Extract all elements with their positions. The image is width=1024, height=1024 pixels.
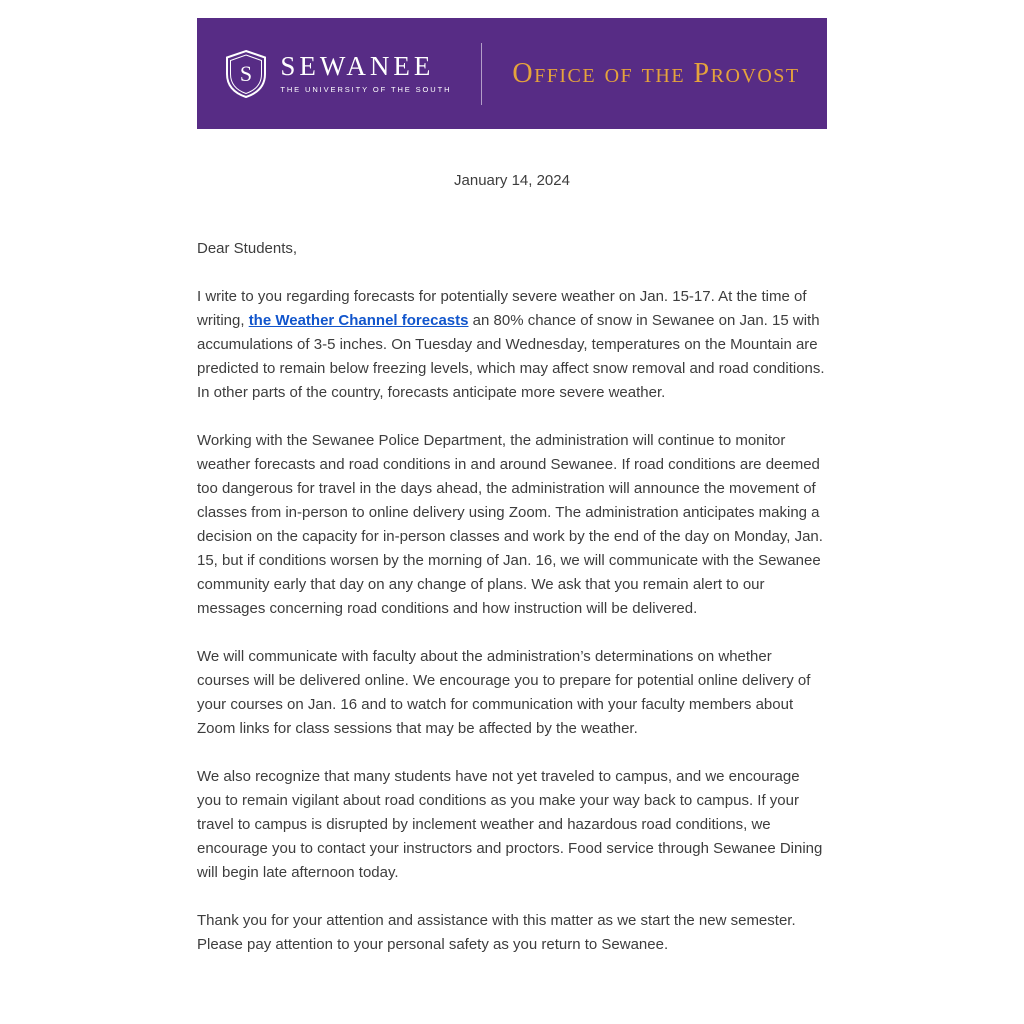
header-banner	[197, 18, 827, 129]
paragraph-3: We will communicate with faculty about the administration’s determinations on whether courses will be delivered online. We encourage you to prepare for potential online delivery of your courses on Jan. 16 and to watch for communication with your faculty members about Zoom links for class sessions that may be affected by the weather.	[197, 648, 811, 737]
paragraph-1	[197, 285, 827, 405]
greeting: Dear Students,	[197, 240, 298, 257]
paragraph-5: Thank you for your attention and assistance with this matter as we start the new semester. Please pay attention to your personal safety as you return to Sewanee.	[197, 912, 796, 953]
brand-name: SEWANEE	[280, 51, 435, 81]
weather-channel-link[interactable]: the Weather Channel forecasts	[248, 312, 469, 329]
letter-date: January 14, 2024	[454, 172, 570, 189]
brand-tagline: THE UNIVERSITY OF THE SOUTH	[280, 85, 452, 94]
svg-text:S: S	[240, 60, 253, 86]
p1-text-before: I write to you regarding forecasts for potentially severe weather on Jan. 15-17. At the time of writing,	[197, 288, 807, 329]
email-body	[197, 0, 827, 957]
brand-text	[280, 53, 451, 94]
paragraph-2: Working with the Sewanee Police Department, the administration will continue to monitor weather forecasts and road conditions in and around Sewanee. If road conditions are deemed too dangerous for travel in the days ahead, the administration will announce the movement of classes from in-person to online delivery using Zoom. The administration anticipates making a decision on the capacity for in-person classes and work by the end of the day on Monday, Jan. 15, but if conditions worsen by the morning of Jan. 16, we will communicate with the Sewanee community early that day on any change of plans. We ask that you remain alert to our messages concerning road conditions and how instruction will be delivered.	[197, 432, 823, 617]
banner-divider	[481, 43, 482, 105]
p1-text-after: an 80% chance of snow in Sewanee on Jan. 15 with accumulations of 3-5 inches. On Tuesday and Wednesday, temperatures on the Mountain are predicted to remain below freezing levels, which may affect snow removal and road conditions. In other parts of the country, forecasts anticipate more severe weather.	[197, 312, 825, 401]
sewanee-shield-icon	[224, 49, 268, 99]
letter-content	[197, 129, 827, 957]
paragraph-4: We also recognize that many students have not yet traveled to campus, and we encourage you to remain vigilant about road conditions as you make your way back to campus. If your travel to campus is disrupted by inclement weather and hazardous road conditions, we encourage you to contact your instructors and proctors. Food service through Sewanee Dining will begin late afternoon today.	[197, 768, 823, 881]
department-title: Office of the Provost	[512, 57, 800, 89]
brand-lockup	[224, 49, 451, 99]
